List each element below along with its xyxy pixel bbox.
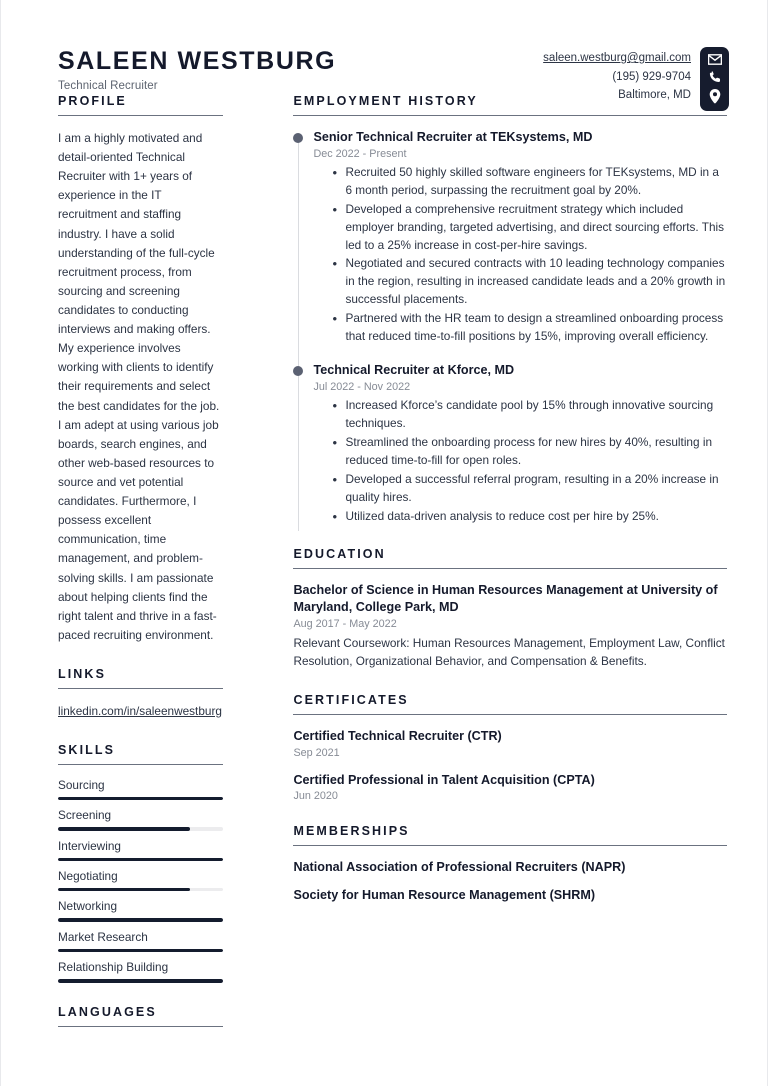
job-title-subtitle: Technical Recruiter	[58, 79, 158, 92]
education-title: Bachelor of Science in Human Resources Management at University of Maryland, College Park, MD	[293, 583, 718, 615]
section-memberships	[293, 824, 727, 904]
section-languages	[58, 1005, 223, 1027]
certificate-item	[293, 728, 727, 759]
section-title-profile: PROFILE	[58, 94, 223, 116]
employment-timeline	[293, 129, 727, 525]
skill-level-fill	[58, 949, 223, 952]
contact-location: Baltimore, MD	[618, 89, 691, 102]
skill-name: Relationship Building	[58, 960, 169, 975]
skill-level-track	[58, 949, 223, 952]
skill-name: Screening	[58, 808, 112, 823]
section-title-certificates: CERTIFICATES	[293, 693, 727, 715]
skill-item	[58, 869, 223, 891]
memberships-list	[293, 859, 727, 904]
employment-item	[313, 362, 727, 525]
right-column	[245, 94, 767, 1049]
contact-phone: (195) 929-9704	[612, 70, 691, 83]
bullet-item: • Recruited 50 highly skilled software engineers for TEKsystems, MD in a 6 month period, surpassing the recruitment goal by 20%.	[345, 164, 727, 200]
employment-bullets	[313, 397, 727, 525]
timeline-dot-icon	[293, 133, 303, 143]
skill-level-track	[58, 979, 223, 982]
bullet-item: • Streamlined the onboarding process for new hires by 40%, resulting in reduced time-to-fill for open roles.	[345, 434, 727, 470]
bullet-item: • Utilized data-driven analysis to reduce cost per hire by 25%.	[345, 508, 727, 526]
section-title-skills: SKILLS	[58, 743, 223, 765]
skill-item	[58, 808, 223, 830]
section-links	[58, 667, 223, 721]
link-linkedin[interactable]: linkedin.com/in/saleenwestburg	[58, 703, 222, 718]
skill-item	[58, 960, 223, 982]
employment-title: Technical Recruiter at Kforce, MD	[313, 363, 515, 378]
section-title-links: LINKS	[58, 667, 223, 689]
skill-name: Sourcing	[58, 777, 105, 792]
skill-name: Market Research	[58, 929, 148, 944]
employment-title: Senior Technical Recruiter at TEKsystems, MD	[313, 130, 593, 144]
skill-level-fill	[58, 888, 190, 891]
skill-name: Networking	[58, 899, 118, 914]
skill-level-fill	[58, 797, 223, 800]
contact-details	[543, 49, 691, 105]
section-certificates	[293, 693, 727, 803]
employment-date: Dec 2022 - Present	[313, 147, 407, 160]
resume-body	[1, 94, 767, 1049]
skill-level-fill	[58, 918, 223, 921]
timeline-dot-icon	[293, 366, 303, 376]
education-list	[293, 582, 727, 670]
certificate-item	[293, 772, 727, 803]
bullet-item: • Negotiated and secured contracts with 10 leading technology companies in the region, resulting in increased candidate leads and a 20% growth in successful placements.	[345, 255, 727, 309]
skills-list	[58, 778, 223, 983]
skill-name: Interviewing	[58, 838, 121, 853]
employment-item	[313, 129, 727, 346]
bullet-item: • Increased Kforce’s candidate pool by 15% through innovative sourcing techniques.	[345, 397, 727, 433]
certificate-date: Sep 2021	[293, 746, 340, 759]
skill-level-fill	[58, 979, 223, 982]
section-title-memberships: MEMBERSHIPS	[293, 824, 727, 846]
section-employment-history	[293, 94, 727, 525]
skill-level-fill	[58, 827, 190, 830]
employment-date: Jul 2022 - Nov 2022	[313, 380, 411, 393]
education-description: Relevant Coursework: Human Resources Management, Employment Law, Conflict Resolution, Organizational Behavior, and Compensation & Benefits.	[293, 636, 725, 669]
identity-block	[58, 47, 336, 92]
membership-item: Society for Human Resource Management (SHRM)	[293, 888, 596, 903]
skill-item	[58, 778, 223, 800]
section-education	[293, 547, 727, 670]
certificate-title: Certified Technical Recruiter (CTR)	[293, 728, 502, 743]
education-date: Aug 2017 - May 2022	[293, 618, 397, 631]
skill-level-track	[58, 827, 223, 830]
skill-item	[58, 930, 223, 952]
skill-level-track	[58, 918, 223, 921]
skill-level-fill	[58, 858, 223, 861]
section-title-education: EDUCATION	[293, 547, 727, 569]
section-skills	[58, 743, 223, 983]
profile-text: I am a highly motivated and detail-oriented Technical Recruiter with 1+ years of experience in the IT recruitment and staffing industry. I have a solid understanding of the full-cycle recruitment process, from sourcing and screening candidates to conducting interviews and making offers. My experience involves working with clients to identify their requirements and select the best candidates for the job. I am adept at using various job boards, search engines, and other web-based resources to source and vet potential candidates. Furthermore, I possess excellent communication, time management, and problem-solving skills. I am passionate about helping clients find the right talent and thrive in a fast-paced recruiting environment.	[58, 131, 220, 642]
bullet-item: • Developed a comprehensive recruitment strategy which included employer branding, targeted advertising, and direct sourcing efforts. This led to a 25% increase in cost-per-hire savings.	[345, 201, 727, 255]
certificates-list	[293, 728, 727, 803]
contact-icon-strip	[700, 47, 729, 111]
bullet-item: • Developed a successful referral program, resulting in a 20% increase in quality hires.	[345, 471, 727, 507]
page-title: SALEEN WESTBURG	[58, 47, 337, 75]
certificate-title: Certified Professional in Talent Acquisition (CPTA)	[293, 772, 595, 787]
section-title-languages: LANGUAGES	[58, 1005, 223, 1027]
left-column	[1, 94, 245, 1049]
skill-name: Negotiating	[58, 869, 118, 883]
skill-level-track	[58, 858, 223, 861]
membership-item: National Association of Professional Recruiters (NAPR)	[293, 860, 626, 875]
bullet-item: • Partnered with the HR team to design a streamlined onboarding process that reduced time-to-fill positions by 15%, improving overall efficiency.	[345, 310, 727, 346]
skill-level-track	[58, 797, 223, 800]
education-item	[293, 582, 727, 670]
envelope-icon	[708, 54, 722, 65]
employment-bullets	[313, 164, 727, 346]
section-profile	[58, 94, 223, 645]
contact-email[interactable]: saleen.westburg@gmail.com	[543, 52, 691, 64]
skill-item	[58, 839, 223, 861]
section-title-employment: EMPLOYMENT HISTORY	[293, 94, 727, 116]
certificate-date: Jun 2020	[293, 790, 338, 803]
skill-level-track	[58, 888, 223, 891]
phone-icon	[708, 70, 722, 84]
skill-item	[58, 899, 223, 921]
location-pin-icon	[709, 89, 721, 104]
